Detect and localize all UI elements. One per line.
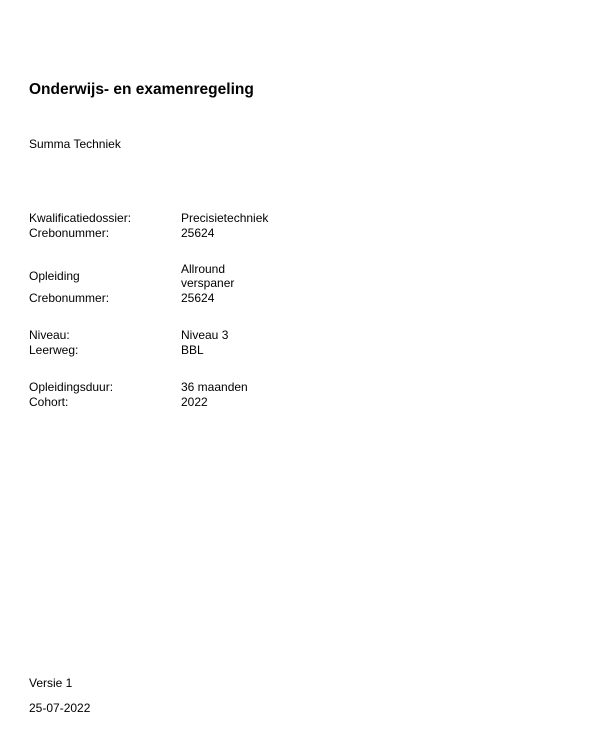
field-value: Niveau 3 bbox=[181, 328, 229, 342]
field-label: Kwalificatiedossier: bbox=[29, 211, 132, 225]
field-value: 2022 bbox=[181, 395, 208, 409]
document-title: Onderwijs- en examenregeling bbox=[29, 81, 254, 98]
version-label: Versie 1 bbox=[29, 676, 73, 690]
field-label: Cohort: bbox=[29, 395, 69, 409]
field-label: Niveau: bbox=[29, 328, 70, 342]
field-value: 25624 bbox=[181, 291, 215, 305]
field-value: 25624 bbox=[181, 226, 215, 240]
field-value: Allround verspaner bbox=[181, 262, 235, 290]
field-label: Crebonummer: bbox=[29, 226, 110, 240]
field-value: Precisietechniek bbox=[181, 211, 269, 225]
organization-name: Summa Techniek bbox=[29, 137, 121, 151]
field-label: Leerweg: bbox=[29, 343, 79, 357]
field-label: Opleiding bbox=[29, 269, 80, 283]
field-value: BBL bbox=[181, 343, 204, 357]
field-value: 36 maanden bbox=[181, 380, 248, 394]
field-label: Opleidingsduur: bbox=[29, 380, 114, 394]
document-date: 25-07-2022 bbox=[29, 701, 91, 715]
field-label: Crebonummer: bbox=[29, 291, 110, 305]
